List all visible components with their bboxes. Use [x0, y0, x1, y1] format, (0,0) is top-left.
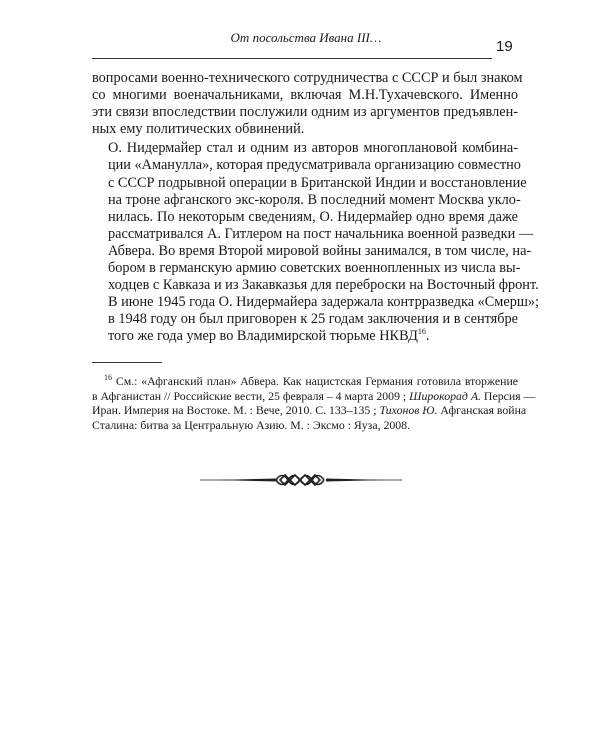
text-line: Абвера. Во время Второй мировой войны занимался, в том числе, на-	[108, 242, 532, 259]
footnote-rule	[92, 362, 162, 363]
footnote-author: Широкорад А.	[409, 388, 481, 403]
text-line: со многими военачальниками, включая М.Н.Тухачевского. Именно	[92, 87, 518, 104]
footnote-text: Персия —	[480, 388, 536, 403]
page-number: 19	[496, 38, 513, 55]
text-line: эти связи впоследствии послужили одним из аргументов предъявлен-	[92, 104, 518, 121]
text-line: нилась. По некоторым сведениям, О. Нидермайер одно время даже	[108, 208, 518, 225]
text-line: с СССР подрывной операции в Британской Индии и восстановление	[108, 174, 527, 191]
text-line: В июне 1945 года О. Нидермайера задержала контрразведка «Смерш»;	[108, 294, 539, 311]
text-line: вопросами военно-технического сотрудничества с СССР и был знаком	[92, 70, 523, 86]
footnote-text: в Афганистан // Российские вести, 25 февраля – 4 марта 2009 ;	[92, 388, 410, 403]
text-line: в 1948 году он был приговорен к 25 годам заключения и в сентябре	[108, 311, 518, 328]
text-line: бором в германскую армию советских военнопленных из числа вы-	[108, 260, 521, 277]
main-text	[92, 70, 539, 346]
text-line: на троне афганского экс-короля. В последний момент Москва укло-	[108, 191, 521, 208]
footnote-number: 16	[104, 373, 112, 383]
running-title: От посольства Ивана III…	[230, 30, 382, 45]
footnote-author: Тихонов Ю.	[379, 403, 438, 418]
paragraph-1	[92, 70, 523, 138]
ornament-divider	[196, 468, 406, 492]
text-line: рассматривался А. Гитлером на пост начальника военной разведки —	[108, 225, 534, 242]
text-line: О. Нидермайер стал и одним из авторов многоплановой комбина-	[108, 140, 518, 157]
header-rule	[92, 58, 492, 59]
paragraph-2	[92, 140, 539, 345]
text-line: ных ему политических обвинений.	[92, 121, 305, 138]
footnote-text: Афганская война	[437, 403, 527, 418]
text-line: ходцев с Кавказа и из Закавказья для переброски на Восточный фронт.	[108, 277, 539, 294]
footnote-line	[92, 403, 527, 418]
footnote	[92, 373, 536, 432]
footnote-line: Сталина: битва за Центральную Азию. М. : Эксмо : Яуза, 2008.	[92, 417, 411, 432]
footnote-line	[92, 388, 536, 404]
text-line-last: того же года умер во Владимирской тюрьме НКВД$^{16}$.	[108, 327, 430, 345]
last-line-text: того же года умер во Владимирской тюрьме НКВД	[108, 328, 418, 345]
footnote-text: Иран. Империя на Востоке. М. : Вече, 2010. С. 133–135 ;	[92, 403, 380, 418]
footnote-line	[92, 374, 518, 389]
footnote-text: См.: «Афганский план» Абвера. Как нацистская Германия готовила вторжение	[115, 374, 518, 388]
text-line: ции «Аманулла», которая предусматривала организацию совместно	[108, 157, 521, 174]
footnote-reference[interactable]: 16	[417, 327, 426, 337]
